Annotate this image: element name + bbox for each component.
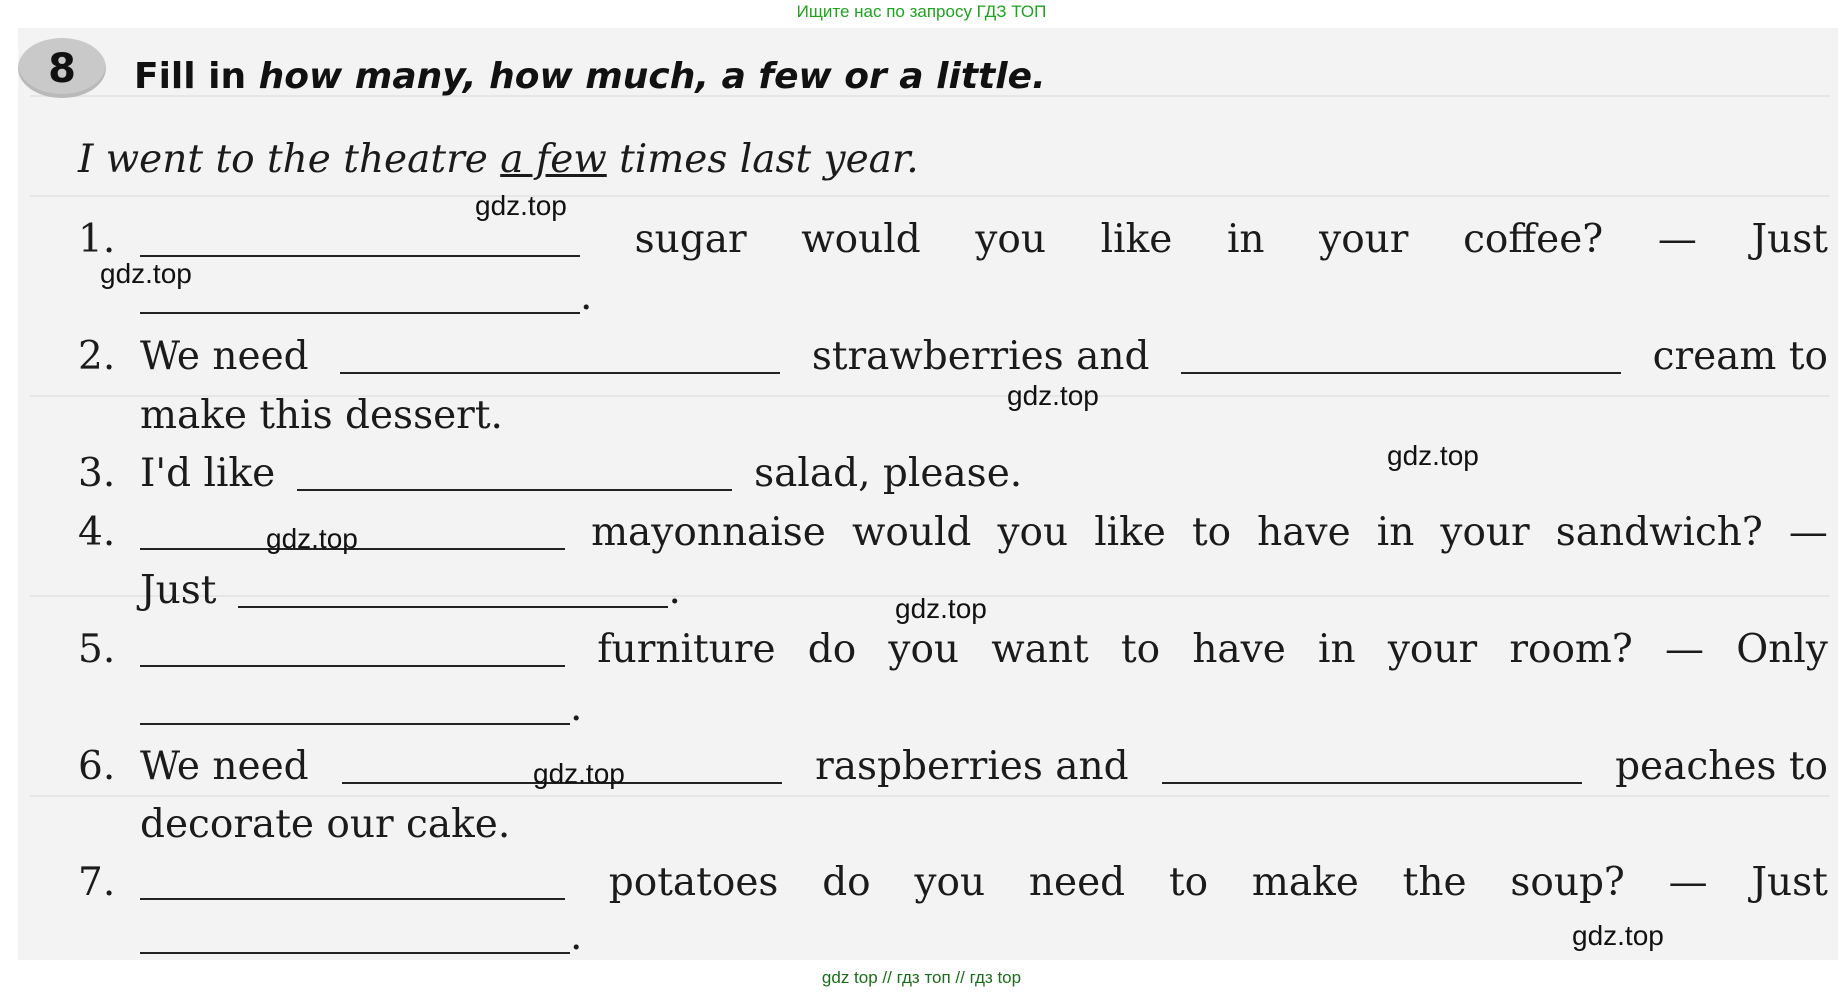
word: Only [1736, 627, 1828, 672]
period: . [668, 568, 681, 613]
item-7 [78, 858, 1828, 908]
word: soup? [1510, 860, 1625, 905]
item-1 [78, 215, 1828, 265]
word: coffee? [1463, 217, 1604, 262]
exercise-number-badge [18, 38, 106, 98]
word: mayonnaise [591, 510, 826, 555]
answer-blank[interactable] [140, 629, 565, 667]
word: you [997, 510, 1069, 555]
bleed-through-line [30, 795, 1830, 797]
word: do [822, 860, 871, 905]
word: sugar [634, 217, 747, 262]
item-number: 5. [78, 627, 116, 672]
word: have [1192, 627, 1286, 672]
item-6 [78, 742, 1828, 792]
sentence-start: I'd like [140, 451, 276, 496]
word: like [1100, 217, 1173, 262]
answer-blank[interactable] [140, 687, 570, 725]
footer-links[interactable]: gdz top // гдз топ // гдз top [821, 968, 1022, 987]
word: — [1668, 860, 1708, 905]
sentence-continuation: decorate our cake. [140, 802, 511, 847]
word: furniture [597, 627, 776, 672]
item-7-continued [78, 912, 1828, 962]
item-number: 4. [78, 510, 116, 555]
word: to [1120, 627, 1161, 672]
sentence-start: We need [140, 744, 309, 789]
word: you [888, 627, 960, 672]
word: your [1440, 510, 1530, 555]
word: have [1257, 510, 1351, 555]
watermark: gdz.top [1387, 440, 1479, 471]
answer-blank[interactable] [238, 570, 668, 608]
example-after: times last year. [606, 137, 919, 182]
word: to [1191, 510, 1232, 555]
answer-blank[interactable] [140, 862, 565, 900]
word: Just [1751, 217, 1828, 262]
word: you [975, 217, 1046, 262]
word: your [1319, 217, 1409, 262]
sentence-start: Just [140, 568, 217, 613]
word: make [1251, 860, 1359, 905]
word: room? [1509, 627, 1633, 672]
answer-blank[interactable] [140, 276, 580, 314]
watermark: gdz.top [475, 190, 567, 221]
exercise-instruction [134, 56, 1046, 97]
word: potatoes [608, 860, 779, 905]
word: your [1387, 627, 1478, 672]
exercise-number: 8 [48, 46, 76, 92]
item-1-continued [78, 272, 1828, 322]
sentence-middle: strawberries and [811, 334, 1150, 379]
header-search-link[interactable]: Ищите нас по запросу ГДЗ ТОП [796, 2, 1047, 21]
instruction-italic: how many, how much, a few or a little. [258, 56, 1046, 97]
answer-blank[interactable] [340, 336, 780, 374]
bleed-through-line [30, 195, 1830, 197]
watermark: gdz.top [533, 758, 625, 789]
word: in [1376, 510, 1415, 555]
word: like [1094, 510, 1166, 555]
word: to [1168, 860, 1209, 905]
period: . [570, 685, 583, 730]
word: would [801, 217, 921, 262]
sentence-middle: raspberries and [815, 744, 1129, 789]
item-number: 7. [78, 860, 116, 905]
word: do [807, 627, 857, 672]
word: the [1402, 860, 1467, 905]
answer-blank[interactable] [297, 453, 732, 491]
word: in [1318, 627, 1356, 672]
word: need [1028, 860, 1126, 905]
example-answer: a few [500, 137, 607, 182]
example-sentence [78, 135, 1828, 185]
word: would [851, 510, 972, 555]
instruction-plain: Fill in [134, 56, 259, 97]
word: — [1665, 627, 1705, 672]
period: . [580, 274, 593, 319]
watermark: gdz.top [1572, 920, 1664, 951]
sentence-end: salad, please. [754, 451, 1023, 496]
sentence-start: We need [140, 334, 309, 379]
answer-blank[interactable] [1181, 336, 1621, 374]
watermark: gdz.top [895, 593, 987, 624]
example-before: I went to the theatre [78, 137, 501, 182]
item-number: 2. [78, 334, 116, 379]
watermark: gdz.top [1007, 380, 1099, 411]
answer-blank[interactable] [1162, 746, 1582, 784]
answer-blank[interactable] [140, 916, 570, 954]
word: you [914, 860, 986, 905]
item-5 [78, 625, 1828, 675]
item-2 [78, 332, 1828, 382]
sentence-continuation: make this dessert. [140, 393, 503, 438]
word: Just [1751, 860, 1828, 905]
word: sandwich? [1555, 510, 1763, 555]
watermark: gdz.top [100, 258, 192, 289]
sentence-end: cream to [1652, 334, 1828, 379]
item-2-continued [78, 391, 1828, 441]
word: in [1226, 217, 1265, 262]
word: — [1788, 510, 1828, 555]
item-number: 1. [78, 217, 116, 262]
item-number: 6. [78, 744, 116, 789]
item-6-continued [78, 800, 1828, 850]
watermark: gdz.top [266, 523, 358, 554]
period: . [570, 914, 583, 959]
answer-blank[interactable] [140, 219, 580, 257]
item-number: 3. [78, 451, 116, 496]
item-3 [78, 449, 1828, 499]
item-5-continued [78, 683, 1828, 733]
word: want [991, 627, 1089, 672]
word: — [1657, 217, 1697, 262]
sentence-end: peaches to [1615, 744, 1828, 789]
